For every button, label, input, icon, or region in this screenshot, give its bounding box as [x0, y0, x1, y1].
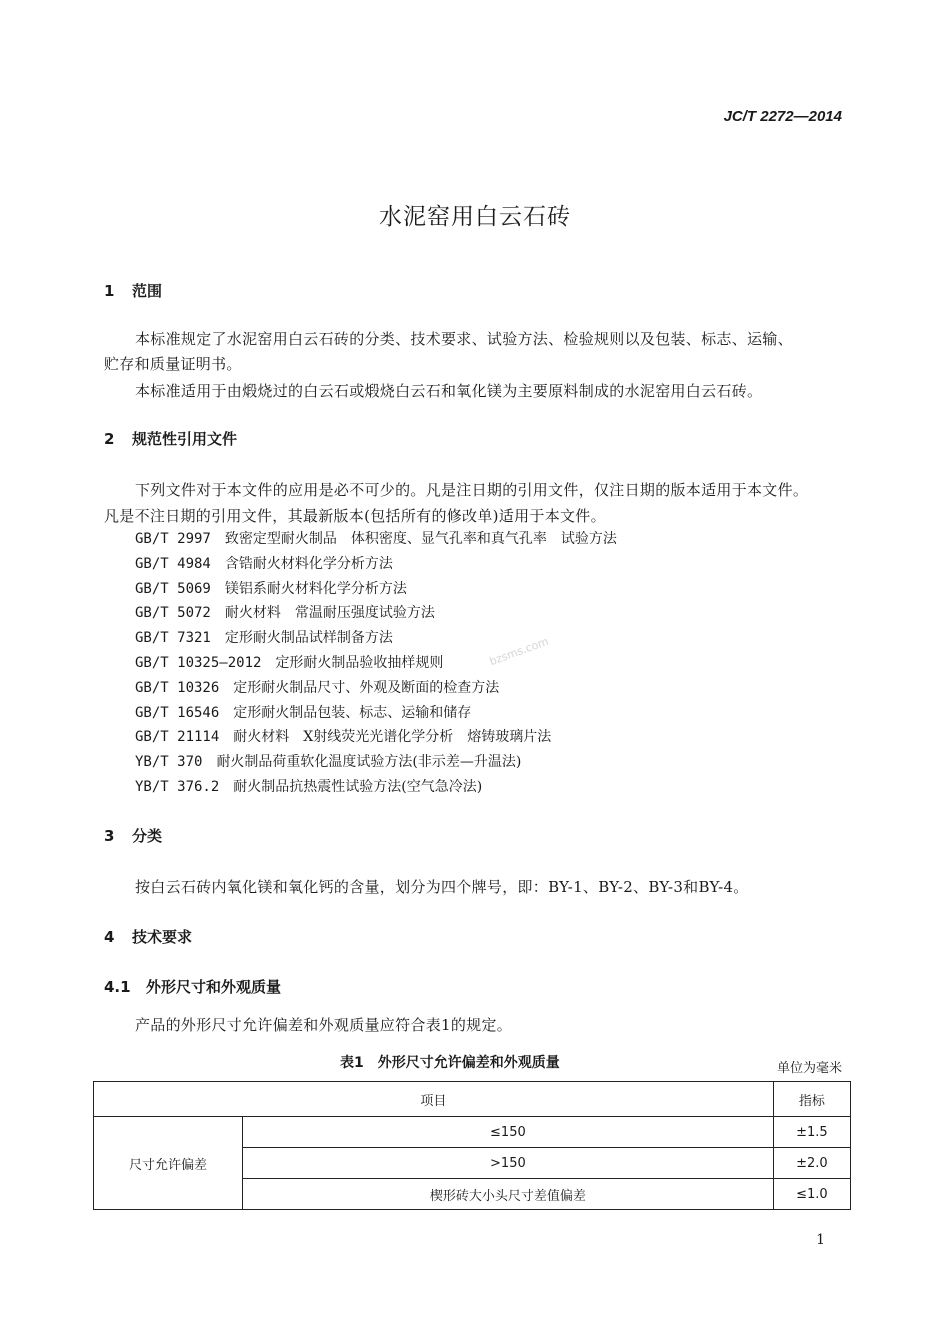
section-number: 2 [104, 430, 115, 448]
reference-code: GB/T 10325—2012 [135, 655, 262, 671]
section-number: 4 [104, 928, 115, 946]
section-title: 技术要求 [132, 928, 193, 946]
reference-item [135, 726, 551, 746]
subsection-4-1-heading [104, 976, 281, 997]
reference-title: 定形耐火制品试样制备方法 [224, 630, 393, 647]
table-row [94, 1117, 851, 1148]
reference-item [135, 602, 435, 622]
reference-title: 耐火材料 常温耐压强度试验方法 [224, 605, 435, 622]
value-cell: ≤1.0 [773, 1179, 850, 1210]
section-3-heading [104, 825, 162, 846]
section-number: 3 [104, 827, 115, 845]
classification-paragraph: 按白云石砖内氧化镁和氧化钙的含量，划分为四个牌号，即：BY-1、BY-2、BY-3和BY-4。 [135, 878, 749, 896]
scope-applicability-paragraph: 本标准适用于由煅烧过的白云石或煅烧白云石和氧化镁为主要原料制成的水泥窑用白云石砖。 [135, 382, 763, 400]
reference-title: 含锆耐火材料化学分析方法 [224, 555, 393, 572]
header-item-cell: 项目 [94, 1082, 774, 1117]
scope-paragraph-line2: 贮存和质量证明书。 [104, 355, 242, 373]
scope-paragraph-line1: 本标准规定了水泥窑用白云石砖的分类、技术要求、试验方法、检验规则以及包装、标志、运输、 [135, 330, 793, 348]
header-value-cell: 指标 [773, 1082, 850, 1117]
reference-code: GB/T 5069 [135, 580, 211, 597]
references-intro-line2: 凡是不注日期的引用文件，其最新版本(包括所有的修改单)适用于本文件。 [104, 507, 606, 525]
group-label-cell: 尺寸允许偏差 [94, 1117, 243, 1210]
section-1-heading [104, 280, 162, 301]
value-cell: ±1.5 [773, 1117, 850, 1148]
section-title: 规范性引用文件 [132, 430, 238, 448]
page-number: 1 [816, 1232, 825, 1248]
section-title: 范围 [132, 282, 163, 300]
section-4-heading [104, 926, 192, 947]
item-cell: 楔形砖大小头尺寸差值偏差 [243, 1179, 774, 1210]
reference-item [135, 702, 471, 722]
reference-item [135, 776, 482, 796]
table-unit: 单位为毫米 [776, 1061, 842, 1076]
item-cell: >150 [243, 1148, 774, 1179]
watermark: bzsms.com [487, 634, 551, 669]
reference-item [135, 677, 499, 697]
document-title: 水泥窑用白云石砖 [379, 204, 571, 230]
references-intro-line1: 下列文件对于本文件的应用是必不可少的。凡是注日期的引用文件，仅注日期的版本适用于本文件。 [135, 481, 809, 499]
reference-title: 耐火制品抗热震性试验方法(空气急冷法) [233, 779, 483, 795]
reference-title: 定形耐火制品尺寸、外观及断面的检查方法 [233, 679, 500, 696]
value-cell: ±2.0 [773, 1148, 850, 1179]
reference-title: 致密定型耐火制品 体积密度、显气孔率和真气孔率 试验方法 [224, 531, 617, 547]
reference-title: 定形耐火制品包装、标志、运输和储存 [233, 704, 472, 721]
reference-code: YB/T 376.2 [135, 779, 220, 795]
reference-title: 镁铝系耐火材料化学分析方法 [224, 580, 407, 597]
reference-code: YB/T 370 [135, 754, 203, 771]
section-title: 分类 [132, 827, 163, 845]
spec-table [93, 1081, 851, 1210]
reference-code: GB/T 5072 [135, 605, 211, 622]
reference-item [135, 528, 617, 548]
reference-title: 耐火制品荷重软化温度试验方法(非示差—升温法) [216, 754, 522, 771]
standard-number: JC/T 2272—2014 [723, 108, 842, 125]
reference-title: 定形耐火制品验收抽样规则 [275, 655, 444, 671]
item-cell: ≤150 [243, 1117, 774, 1148]
reference-item [135, 627, 393, 647]
reference-code: GB/T 16546 [135, 704, 220, 721]
table-caption: 表1 外形尺寸允许偏差和外观质量 [340, 1055, 560, 1071]
reference-item [135, 751, 521, 771]
table-header-row [94, 1082, 851, 1117]
subsection-title: 外形尺寸和外观质量 [146, 978, 282, 996]
reference-title: 耐火材料 X射线荧光光谱化学分析 熔铸玻璃片法 [233, 729, 552, 746]
subsection-number: 4.1 [104, 978, 131, 996]
reference-item [135, 553, 393, 573]
reference-item [135, 652, 443, 672]
dimension-requirement-paragraph: 产品的外形尺寸允许偏差和外观质量应符合表1的规定。 [135, 1016, 513, 1034]
reference-code: GB/T 10326 [135, 679, 220, 696]
reference-code: GB/T 21114 [135, 729, 220, 746]
reference-item [135, 578, 407, 598]
reference-code: GB/T 7321 [135, 630, 211, 647]
section-number: 1 [104, 282, 115, 300]
reference-code: GB/T 4984 [135, 555, 211, 572]
section-2-heading [104, 428, 237, 449]
reference-code: GB/T 2997 [135, 531, 211, 547]
